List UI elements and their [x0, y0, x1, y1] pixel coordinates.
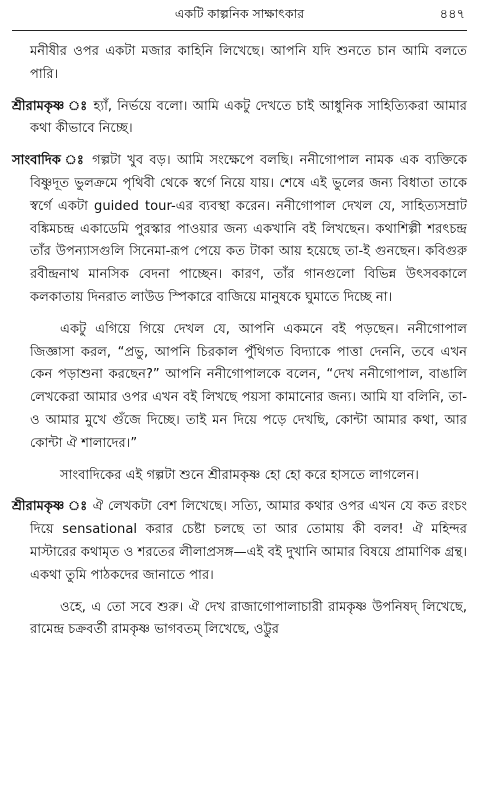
speaker-label: সাংবাদিক ঃ	[12, 153, 86, 169]
paragraph-text: গল্পটা খুব বড়। আমি সংক্ষেপে বলছি। ননীগোপাল নামক এক ব্যক্তিকে বিষ্ণুদূত ভুলক্রমে পৃথিবী থেকে স্বর্গে নিয়ে যায়। শেষে এই ভুলের জন্য বিধাতা তাকে স্বর্গে একটা guided tour-এর ব্যবস্থা করেন। ননীগোপাল দেখল যে, সাহিত্যসম্রাট বঙ্কিমচন্দ্র একাডেমি পুরস্কার পাওয়ার জন্য একখানি বই লিখছেন। কথাশিল্পী শরৎচন্দ্র তাঁর উপন্যাসগুলি সিনেমা-রূপ পেয়ে কত টাকা আয় হয়েছে তা-ই গুনছেন। কবিগুরু রবীন্দ্রনাথ মানসিক বেদনা পাচ্ছেন। কারণ, তাঁর গানগুলো বিভিন্ন উৎসবকালে কলকাতায় দিনরাত লাউড স্পিকারে বাজিয়ে মানুষকে ঘুমাতে দিচ্ছে না।	[30, 153, 467, 305]
page-body	[12, 31, 467, 642]
paragraph-text: ঐ লেখকটা বেশ লিখেছে। সত্যি, আমার কথার ওপর এখন যে কত রংচং দিয়ে sensational করার চেষ্টা চলছে তা আর তোমায় কী বলব! ঐ মহিন্দর মাস্টারের কথামৃত ও শরতের লীলাপ্রসঙ্গ—এই বই দুখানি আমার বিষয়ে প্রামাণিক গ্রন্থ। একথা তুমি পাঠকদের জানাতে পার।	[30, 499, 467, 583]
page-number: ৪৪৭	[439, 7, 465, 22]
paragraph-text: মনীষীর ওপর একটা মজার কাহিনি লিখেছে। আপনি যদি শুনতে চান আমি বলতে পারি।	[30, 44, 467, 82]
dialogue-ramakrishna	[12, 96, 467, 142]
running-header	[12, 0, 467, 31]
dialogue-ramakrishna	[12, 496, 467, 587]
paragraph	[12, 319, 467, 456]
paragraph-text: হ্যাঁ, নির্ভয়ে বলো। আমি একটু দেখতে চাই আধুনিক সাহিত্যিকরা আমার কথা কীভাবে নিচ্ছে।	[30, 98, 467, 137]
speaker-label: শ্রীরামকৃষ্ণ ঃ	[12, 499, 88, 515]
paragraph-continuation	[12, 41, 467, 87]
paragraph	[12, 597, 467, 643]
dialogue-journalist	[12, 150, 467, 310]
paragraph-text: ওহে, এ তো সবে শুরু। ঐ দেখ রাজাগোপালাচারী রামকৃষ্ণ উপনিষদ্ লিখেছে, রামেন্দ্র চক্রবর্তী রামকৃষ্ণ ভাগবতম্ লিখেছে, ওট্টুর	[30, 599, 467, 638]
speaker-label: শ্রীরামকৃষ্ণ ঃ	[12, 98, 89, 114]
paragraph-text: একটু এগিয়ে গিয়ে দেখল যে, আপনি একমনে বই পড়ছেন। ননীগোপাল জিজ্ঞাসা করল, “প্রভু, আপনি চিরকাল পুঁথিগত বিদ্যাকে পাত্তা দেননি, তবে এখন কেন পড়াশুনা করছেন?” আপনি ননীগোপালকে বলেন, “দেখ ননীগোপাল, বাঙালি লেখকেরা আমার ওপর এখন বই লিখছে পয়সা কামানোর জন্য। আমি যা বলিনি, তা-ও আমার মুখে গুঁজে দিচ্ছে। তাই মন দিয়ে পড়ে দেখছি, কোন্টা আমার কথা, আর কোন্টা ঐ শালাদের।”	[30, 321, 467, 451]
running-title: একটি কাল্পনিক সাক্ষাৎকার	[174, 6, 305, 21]
paragraph-text: সাংবাদিকের এই গল্পটা শুনে শ্রীরামকৃষ্ণ হো হো করে হাসতে লাগলেন।	[60, 467, 419, 483]
paragraph	[12, 465, 467, 488]
